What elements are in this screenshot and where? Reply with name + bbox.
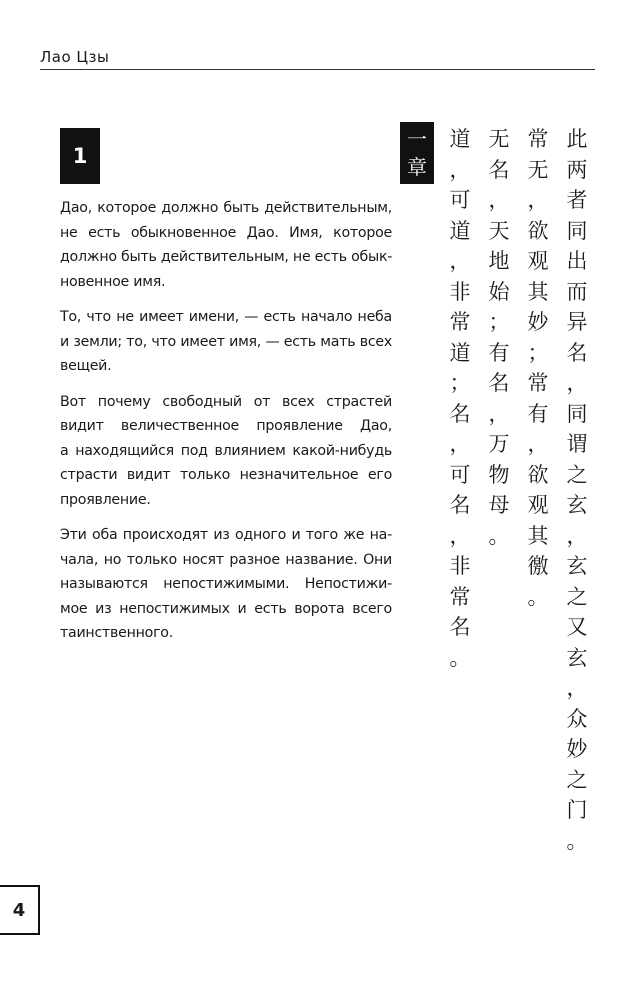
chinese-chapter-label-char: 一 xyxy=(407,127,427,151)
page-number-box xyxy=(0,885,40,935)
chinese-character: ， xyxy=(527,188,549,212)
chinese-character: 名 xyxy=(449,401,471,426)
header-rule xyxy=(40,69,595,70)
chinese-character: 常 xyxy=(527,371,549,395)
chinese-character: 玄 xyxy=(566,493,588,517)
chinese-character: 始 xyxy=(488,279,510,304)
chinese-character: 名 xyxy=(488,157,510,182)
chinese-character: 门 xyxy=(566,798,588,822)
chinese-character: ， xyxy=(566,523,588,548)
chinese-character: 此 xyxy=(566,127,588,151)
text-line: страсти видит только незначительное его xyxy=(60,467,392,483)
chinese-character: 常 xyxy=(449,584,471,609)
text-line: Эти оба происходят из одного и того же на- xyxy=(60,527,392,543)
text-line: То, что не имеет имени, — есть начало неба xyxy=(60,309,392,325)
chinese-character: 常 xyxy=(449,310,471,334)
chinese-character: ， xyxy=(449,432,471,456)
chinese-character: 异 xyxy=(566,310,588,334)
chinese-character: 。 xyxy=(488,523,510,548)
chinese-character: 。 xyxy=(566,828,588,853)
chinese-character: 有 xyxy=(527,401,549,426)
text-line: таинственного. xyxy=(60,625,173,641)
text-line: видит величественное проявление Дао, xyxy=(60,418,392,434)
chinese-character: ， xyxy=(527,432,549,456)
chinese-character: 观 xyxy=(527,249,549,273)
text-line: новенное имя. xyxy=(60,273,166,290)
chinese-character: 母 xyxy=(488,493,510,517)
chinese-character: ， xyxy=(449,249,471,273)
running-header: Лао Цзы xyxy=(40,48,110,66)
translation-paragraph xyxy=(60,196,392,294)
chinese-character: 物 xyxy=(488,462,510,487)
chinese-chapter-label xyxy=(400,122,434,184)
text-line: вещей. xyxy=(60,358,112,374)
text-line: и земли; то, что имеет имя, — есть мать всех xyxy=(60,333,392,350)
chinese-character: ， xyxy=(488,188,510,212)
text-line: Вот почему свободный от всех страстей xyxy=(60,393,392,410)
chinese-character: 观 xyxy=(527,493,549,517)
chinese-character: 无 xyxy=(488,127,510,151)
chinese-character: ， xyxy=(566,371,588,395)
text-line: не есть обыкновенное Дао. Имя, которое xyxy=(60,224,392,241)
chinese-character: ； xyxy=(488,310,510,334)
chinese-column-2 xyxy=(482,124,516,551)
chinese-character: 徼 xyxy=(527,554,549,578)
translation-paragraph xyxy=(60,305,392,379)
chinese-character: 地 xyxy=(488,249,510,273)
chinese-chapter-label-char: 章 xyxy=(407,155,427,179)
text-line: мое из непостижимых и есть ворота всего xyxy=(60,600,392,617)
chinese-character: 谓 xyxy=(566,432,588,456)
chinese-character: 非 xyxy=(449,279,471,304)
chinese-character: 可 xyxy=(449,188,471,212)
chinese-character: 其 xyxy=(527,279,549,304)
chinese-character: ； xyxy=(449,371,471,395)
chinese-character: 道 xyxy=(449,127,471,151)
chinese-character: 欲 xyxy=(527,462,549,487)
text-line: Дао, которое должно быть действительным, xyxy=(60,200,392,216)
translation-paragraph xyxy=(60,390,392,513)
chinese-character: 同 xyxy=(566,218,588,243)
chinese-character: 名 xyxy=(488,371,510,395)
chinese-character: 两 xyxy=(566,157,588,182)
chinese-character: 同 xyxy=(566,401,588,426)
chinese-character: 常 xyxy=(527,127,549,151)
chinese-character: ； xyxy=(527,340,549,365)
chinese-character: 欲 xyxy=(527,218,549,243)
chinese-character: 可 xyxy=(449,462,471,487)
chinese-character: 道 xyxy=(449,218,471,243)
chinese-character: 非 xyxy=(449,554,471,578)
chinese-character: 天 xyxy=(488,218,510,243)
chinese-character: ， xyxy=(449,523,471,548)
chinese-character: 之 xyxy=(566,584,588,609)
translation-paragraph xyxy=(60,523,392,646)
chinese-character: 之 xyxy=(566,462,588,487)
chinese-column-4 xyxy=(560,124,594,856)
text-line: а находящийся под влиянием какой-нибудь xyxy=(60,442,392,459)
text-line: должно быть действительным, не есть обык- xyxy=(60,249,393,265)
chinese-column-3 xyxy=(521,124,555,612)
page-number: 4 xyxy=(12,899,26,921)
translation-text xyxy=(60,196,392,657)
chinese-character: 妙 xyxy=(527,310,549,334)
chinese-character: 有 xyxy=(488,340,510,365)
chinese-character: ， xyxy=(449,157,471,182)
chinese-character: 玄 xyxy=(566,554,588,578)
chinese-character: 无 xyxy=(527,157,549,182)
chinese-character: 玄 xyxy=(566,645,588,670)
chinese-character: 道 xyxy=(449,340,471,365)
chinese-character: 出 xyxy=(566,249,588,273)
chinese-character: ， xyxy=(488,401,510,426)
chinese-character: 。 xyxy=(527,584,549,609)
chinese-character: 者 xyxy=(566,188,588,212)
chapter-number: 1 xyxy=(72,144,88,168)
chinese-character: 名 xyxy=(449,493,471,517)
chinese-character: 名 xyxy=(566,340,588,365)
chinese-character: 之 xyxy=(566,767,588,792)
text-line: проявление. xyxy=(60,491,151,508)
text-line: чала, но только носят разное название. Они xyxy=(60,551,392,568)
chinese-character: 。 xyxy=(449,645,471,670)
chinese-character: 名 xyxy=(449,615,471,639)
chapter-number-box xyxy=(60,128,100,184)
chinese-column-1 xyxy=(443,124,477,673)
chinese-character: ， xyxy=(566,676,588,700)
text-line: называются непостижимыми. Непостижи- xyxy=(60,576,392,592)
chinese-character: 其 xyxy=(527,523,549,548)
chinese-character: 众 xyxy=(566,706,588,731)
chinese-character: 万 xyxy=(488,432,510,456)
chinese-character: 妙 xyxy=(566,737,588,761)
chinese-character: 又 xyxy=(566,615,588,639)
chinese-character: 而 xyxy=(566,279,588,304)
